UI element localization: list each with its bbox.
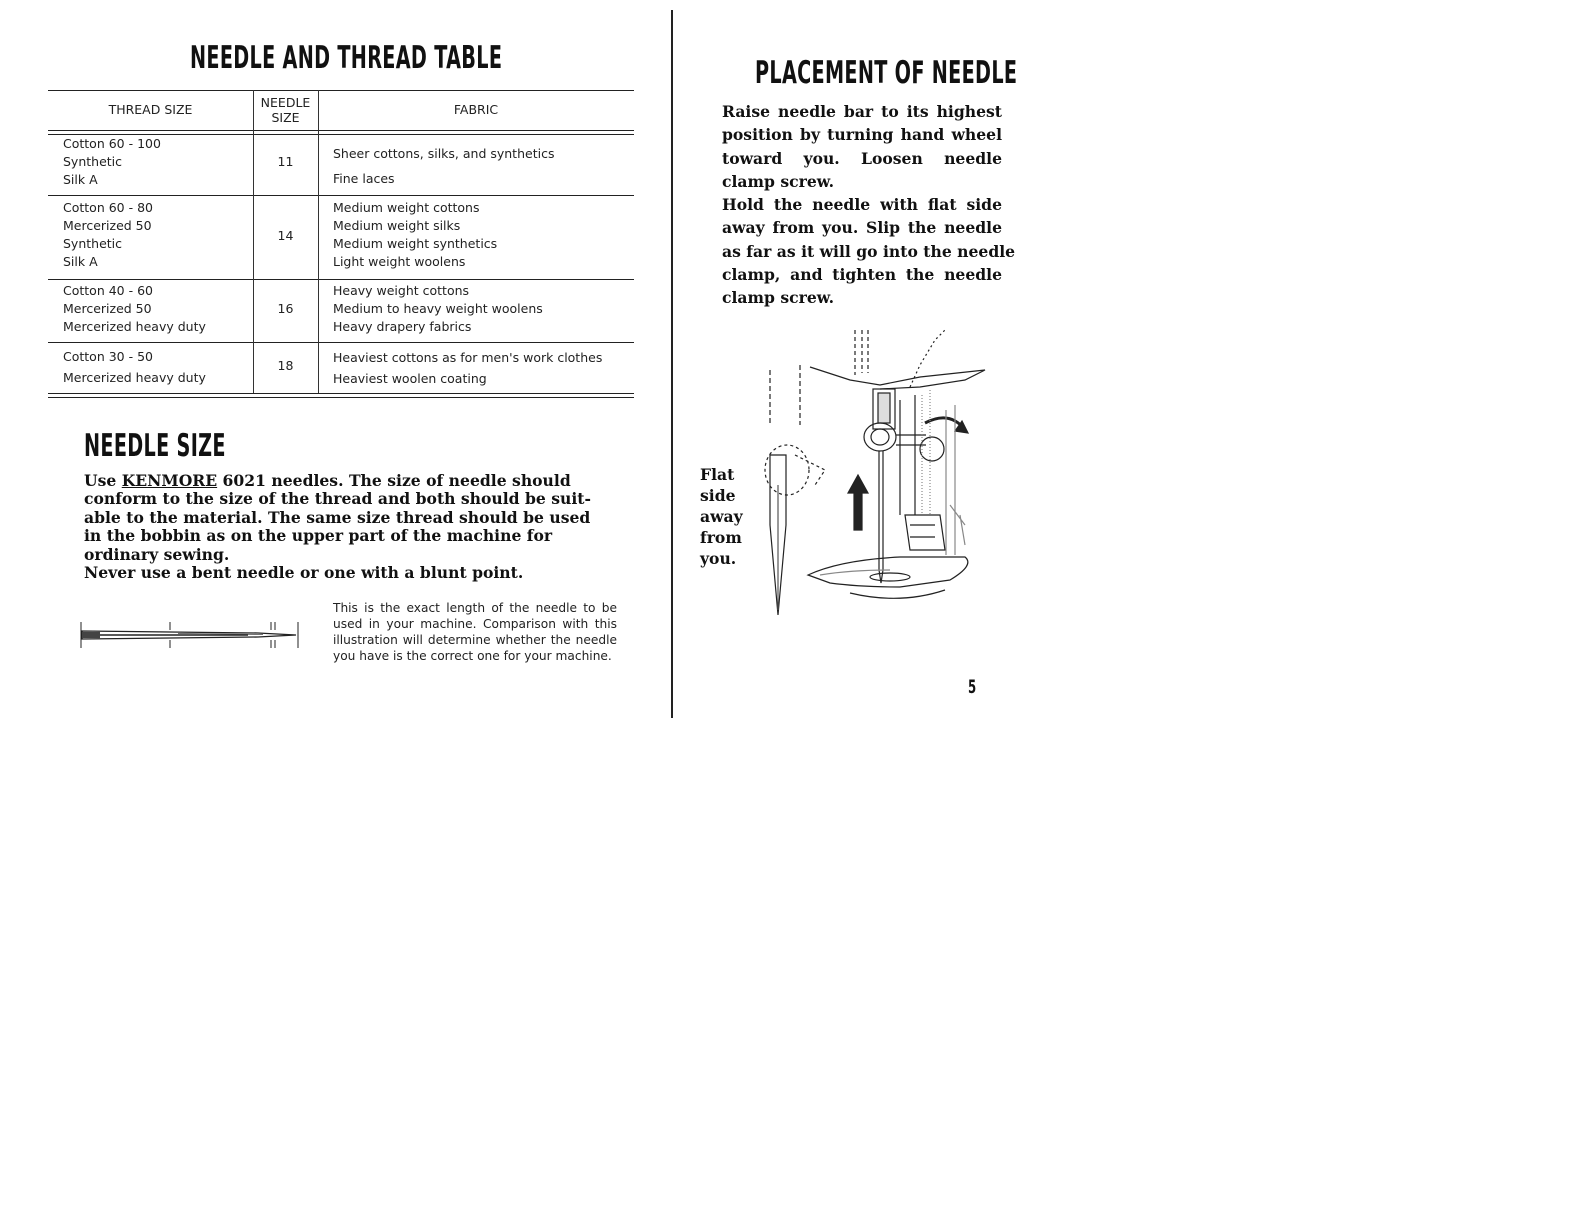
needle-size-cell: 18 [277, 358, 294, 373]
page-divider [671, 10, 673, 718]
header-needle-size-2: SIZE [271, 110, 300, 125]
header-fabric: FABRIC [453, 102, 499, 117]
table-row: Cotton 40 - 60 Mercerized 50 Mercerized heavy duty [63, 283, 206, 334]
needle-size-cell: 11 [277, 154, 294, 169]
needle-placement-illustration [750, 325, 995, 625]
page-number: 5 [968, 676, 977, 698]
table-row: Cotton 30 - 50 Mercerized heavy duty [63, 349, 206, 385]
needle-size-title: NEEDLE SIZE [84, 428, 226, 464]
fabric-cell: Sheer cottons, silks, and synthetics Fine laces [333, 146, 555, 186]
flat-side-label: Flat side away from you. [700, 465, 743, 568]
header-needle-size-1: NEEDLE [260, 95, 311, 110]
placement-of-needle-title: PLACEMENT OF NEEDLE [755, 55, 1018, 91]
needle-thread-table [48, 90, 634, 400]
needle-size-text: Use KENMORE 6021 needles. The size of needle should conform to the size of the thread and both should be suit- able to the material. The same size thread should be used in the bobbin as on the upper part of the machine for ordinary sewing. Never use a bent needle or one with a blunt point. [84, 471, 591, 583]
needle-thread-table-title: NEEDLE AND THREAD TABLE [190, 40, 503, 76]
needle-caption: This is the exact length of the needle to be used in your machine. Comparison with this illustration will determine whether the needle you have is the correct one for your machine. [333, 601, 617, 663]
fabric-cell: Heaviest cottons as for men's work clothes Heaviest woolen coating [333, 350, 603, 386]
table-row: Cotton 60 - 100 Synthetic Silk A [63, 136, 161, 187]
fabric-cell: Heavy weight cottons Medium to heavy weight woolens Heavy drapery fabrics [333, 283, 543, 334]
needle-actual-size-illustration [78, 618, 303, 652]
needle-size-cell: 16 [277, 301, 294, 316]
header-thread-size: THREAD SIZE [108, 102, 193, 117]
needle-size-cell: 14 [277, 228, 294, 243]
table-row: Cotton 60 - 80 Mercerized 50 Synthetic Silk A [63, 200, 153, 269]
fabric-cell: Medium weight cottons Medium weight silks Medium weight synthetics Light weight woolens [333, 200, 498, 269]
kenmore-brand: KENMORE [121, 471, 218, 490]
placement-instructions: Raise needle bar to its highest position by turning hand wheel toward you. Loosen needle clamp screw. Hold the needle with flat side away from you. Slip the needle as far as it will go into the needle clamp, and tighten the needle clamp screw. [722, 102, 1016, 308]
